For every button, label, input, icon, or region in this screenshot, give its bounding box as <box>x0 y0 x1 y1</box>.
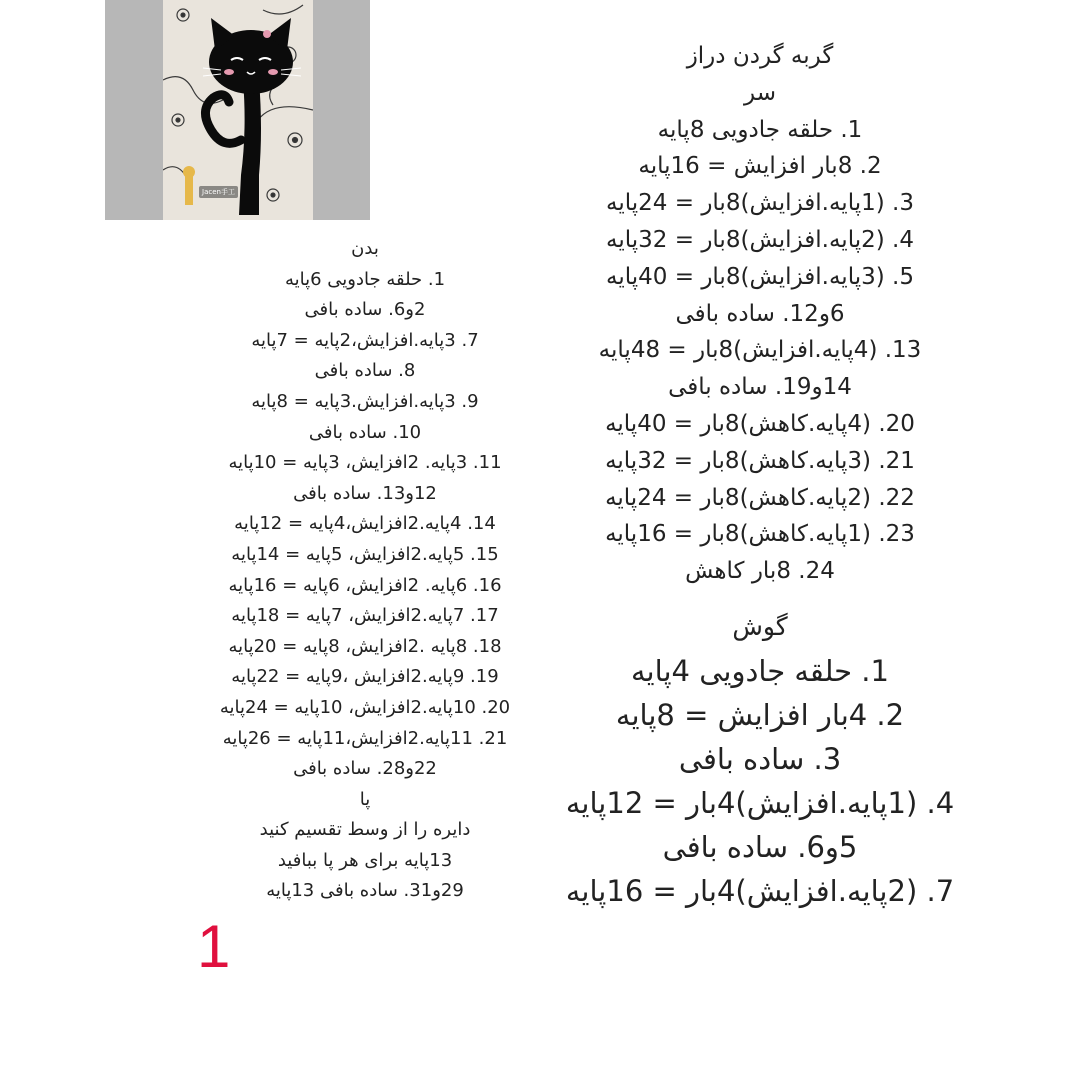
black-cat-illustration <box>163 0 313 220</box>
head-row: 22. (2پایه.کاهش)8بار = 24پایه <box>605 484 915 511</box>
body-row: 12و13. ساده بافی <box>293 482 437 504</box>
body-row: 1. حلقه جادویی 6پایه <box>284 268 446 290</box>
head-subtitle: سر <box>744 79 776 106</box>
head-row: 20. (4پایه.کاهش)8بار = 40پایه <box>605 410 915 437</box>
body-row: 21. 11پایه.2افزایش،11پایه = 26پایه <box>222 727 508 749</box>
body-row: 19. 9پایه.2افزایش ،9پایه = 22پایه <box>231 666 499 688</box>
body-title: بدن <box>351 238 379 259</box>
body-row: 17. 7پایه.2افزایش، 7پایه = 18پایه <box>231 605 499 627</box>
head-row: 3. (1پایه.افزایش)8بار = 24پایه <box>605 190 914 217</box>
body-row: 11. 3پایه. 2افزایش، 3پایه = 10پایه <box>228 452 502 474</box>
ear-row: 4. (1پایه.افزایش)4بار = 12پایه <box>565 786 955 820</box>
body-row: 16. 6پایه. 2افزایش، 6پایه = 16پایه <box>228 574 502 596</box>
body-row: 14. 4پایه.2افزایش،4پایه = 12پایه <box>234 513 496 535</box>
body-row: دایره را از وسط تقسیم کنید <box>259 819 471 841</box>
body-row: 7. 3پایه.افزایش،2پایه = 7پایه <box>251 329 479 351</box>
cat-photo-frame <box>105 0 370 220</box>
body-row: 10. ساده بافی <box>308 421 422 443</box>
head-row: 4. (2پایه.افزایش)8بار = 32پایه <box>605 226 914 253</box>
head-row: 2. 8بار افزایش = 16پایه <box>638 153 882 180</box>
body-row: 18. 8پایه .2افزایش، 8پایه = 20پایه <box>228 635 502 657</box>
body-row: 22و28. ساده بافی <box>293 758 437 780</box>
head-row: 1. حلقه جادویی 8پایه <box>657 116 863 143</box>
body-row: 15. 5پایه.2افزایش، 5پایه = 14پایه <box>231 543 499 565</box>
body-instructions <box>180 234 550 907</box>
cat-photo <box>163 0 313 220</box>
ear-instructions <box>540 605 980 913</box>
body-row: 2و6. ساده بافی <box>304 299 426 321</box>
body-row: 29و31. ساده بافی 13پایه <box>266 880 464 902</box>
body-row: 13پایه برای هر پا ببافید <box>277 849 453 871</box>
ear-row: 5و6. ساده بافی <box>662 830 858 864</box>
ear-row: 7. (2پایه.افزایش)4بار = 16پایه <box>565 874 955 908</box>
head-row: 24. 8بار کاهش <box>685 558 835 585</box>
ear-row: 3. ساده بافی <box>678 742 842 776</box>
head-row: 21. (3پایه.کاهش)8بار = 32پایه <box>605 447 915 474</box>
head-row: 14و19. ساده بافی <box>668 374 852 401</box>
ear-row: 1. حلقه جادویی 4پایه <box>631 654 889 688</box>
pattern-title: گربه گردن دراز <box>686 43 834 69</box>
head-row: 23. (1پایه.کاهش)8بار = 16پایه <box>605 521 915 548</box>
head-row: 6و12. ساده بافی <box>675 300 845 327</box>
body-row: 8. ساده بافی <box>314 360 416 382</box>
body-row: 20. 10پایه.2افزایش، 10پایه = 24پایه <box>219 696 511 718</box>
legs-title: پا <box>359 788 371 810</box>
ear-row: 2. 4بار افزایش = 8پایه <box>615 698 905 732</box>
head-instructions <box>560 38 960 590</box>
head-row: 5. (3پایه.افزایش)8بار = 40پایه <box>605 263 914 290</box>
ear-title: گوش <box>732 612 788 641</box>
body-row: 9. 3پایه.افزایش.3پایه = 8پایه <box>251 390 479 412</box>
page-number: 1 <box>197 913 231 980</box>
head-row: 13. (4پایه.افزایش)8بار = 48پایه <box>598 337 922 364</box>
photo-watermark: Jacen手工 <box>199 186 238 198</box>
